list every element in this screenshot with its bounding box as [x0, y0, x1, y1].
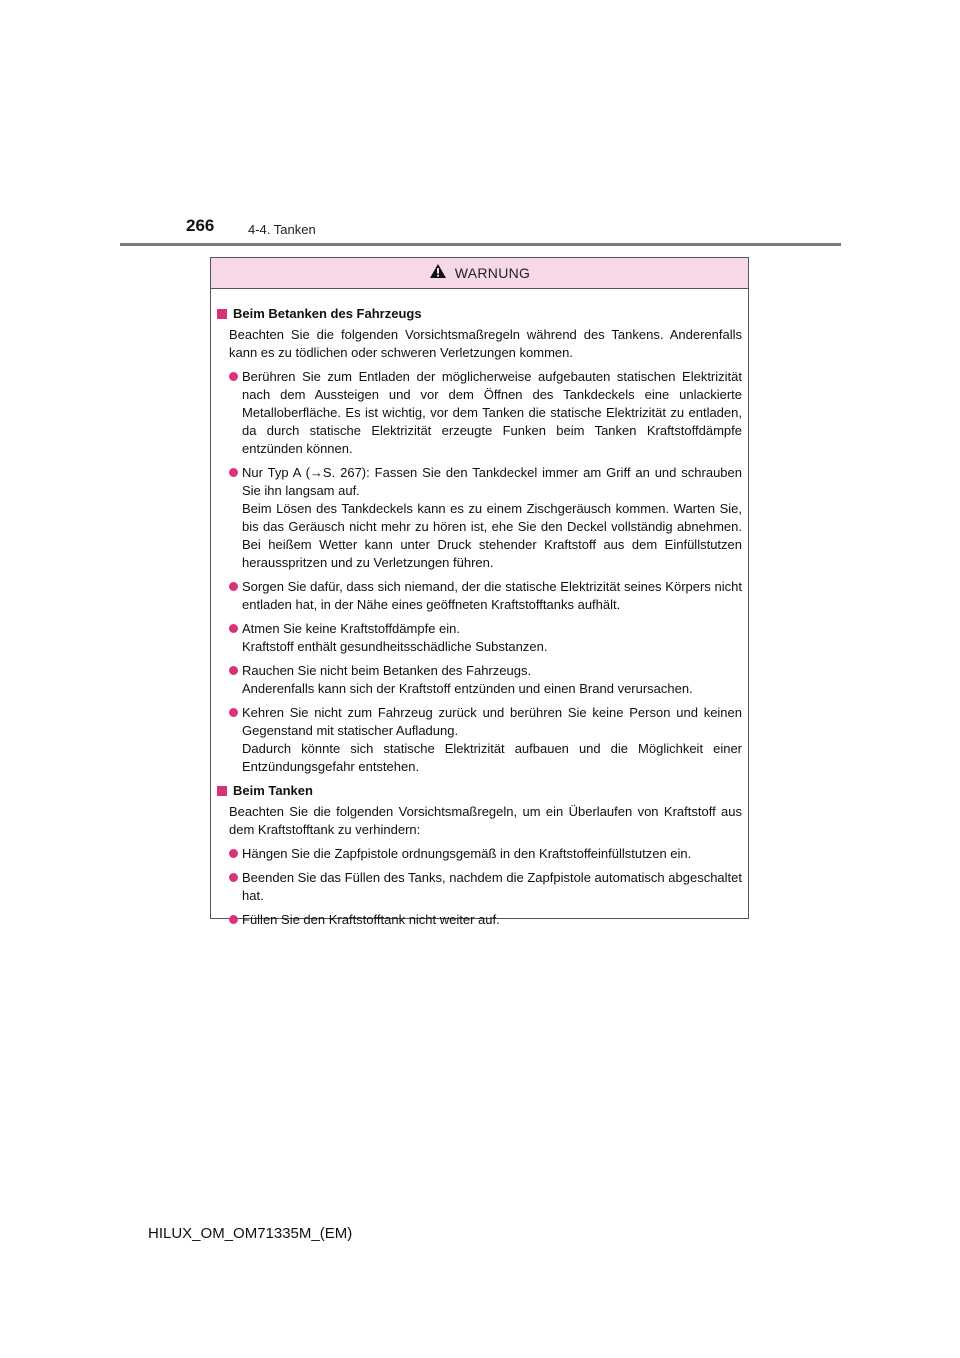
page-number: 266 [186, 216, 215, 235]
round-bullet-icon [229, 915, 238, 924]
round-bullet-icon [229, 582, 238, 591]
bullet-item [229, 869, 742, 905]
warning-triangle-icon [429, 263, 447, 284]
bullet-line: Dadurch könnte sich statische Elektrizität aufbauen und die Möglichkeit einer Entzündungsgefahr entstehen. [242, 741, 742, 774]
bullet-text [242, 869, 742, 905]
bullet-line: Beim Lösen des Tankdeckels kann es zu einem Zischgeräusch kommen. Warten Sie, bis das Geräusch nicht mehr zu hören ist, ehe Sie den Deckel vollständig abnehmen. Bei heißem Wetter kann unter Druck stehender Kraftstoff aus dem Einfüllstutzen herausspritzen und zu Verletzungen führen. [242, 501, 742, 570]
warning-section-title [217, 305, 742, 323]
footer-code: HILUX_OM_OM71335M_(EM) [148, 1225, 353, 1242]
bullet-line: Atmen Sie keine Kraftstoffdämpfe ein. [242, 621, 460, 636]
bullet-line: Anderenfalls kann sich der Kraftstoff entzünden und einen Brand verursachen. [242, 681, 693, 696]
bullet-list [217, 845, 742, 929]
bullet-text [242, 368, 742, 458]
warning-title: WARNUNG [454, 265, 531, 281]
section-intro: Beachten Sie die folgenden Vorsichtsmaßregeln, um ein Überlaufen von Kraftstoff aus dem Kraftstofftank zu verhindern: [229, 804, 742, 837]
warning-box [210, 257, 749, 927]
bullet-line: Nur Typ A (→S. 267): Fassen Sie den Tankdeckel immer am Griff an und schrauben Sie ihn langsam auf. [242, 465, 742, 498]
section-intro: Beachten Sie die folgenden Vorsichtsmaßregeln während des Tankens. Anderenfalls kann es zu tödlichen oder schweren Verletzungen kommen. [229, 327, 742, 360]
bullet-line: Rauchen Sie nicht beim Betanken des Fahrzeugs. [242, 663, 532, 678]
bullet-item [229, 662, 742, 698]
bullet-line: Hängen Sie die Zapfpistole ordnungsgemäß in den Kraftstoffeinfüllstutzen ein. [242, 846, 692, 861]
section-title-text: Beim Tanken [233, 783, 313, 798]
bullet-text [242, 704, 742, 776]
bullet-line: Füllen Sie den Kraftstofftank nicht weiter auf. [242, 912, 500, 927]
warning-header [211, 258, 748, 289]
bullet-text [242, 911, 742, 929]
round-bullet-icon [229, 468, 238, 477]
round-bullet-icon [229, 873, 238, 882]
bullet-list [217, 368, 742, 776]
bullet-item [229, 620, 742, 656]
round-bullet-icon [229, 372, 238, 381]
bullet-text [242, 662, 742, 698]
bullet-text [242, 620, 742, 656]
bullet-line: Sorgen Sie dafür, dass sich niemand, der die statische Elektrizität seines Körpers nicht entladen hat, in der Nähe eines geöffneten Kraftstofftanks aufhält. [242, 579, 742, 612]
bullet-item [229, 578, 742, 614]
round-bullet-icon [229, 624, 238, 633]
square-bullet-icon [217, 786, 227, 796]
bullet-line: Kraftstoff enthält gesundheitsschädliche Substanzen. [242, 639, 548, 654]
bullet-text [242, 464, 742, 572]
round-bullet-icon [229, 708, 238, 717]
bullet-line: Berühren Sie zum Entladen der möglicherweise aufgebauten statischen Elektrizität nach dem Aussteigen und vor dem Öffnen des Tankdeckels eine unlackierte Metalloberfläche. Es ist wichtig, vor dem Tanken die statische Elektrizität zu entladen, da durch statische Elektrizität erzeugte Funken beim Tanken Kraftstoffdämpfe entzünden können. [242, 369, 742, 456]
bullet-item [229, 911, 742, 929]
page-header [0, 0, 960, 250]
bullet-item [229, 368, 742, 458]
bullet-line: Beenden Sie das Füllen des Tanks, nachdem die Zapfpistole automatisch abgeschaltet hat. [242, 870, 742, 903]
header-rule [120, 243, 841, 246]
bullet-text [242, 845, 742, 863]
warning-body [211, 289, 748, 929]
section-title: 4-4. Tanken [248, 222, 316, 237]
square-bullet-icon [217, 309, 227, 319]
section-title-text: Beim Betanken des Fahrzeugs [233, 306, 422, 321]
bullet-item [229, 845, 742, 863]
round-bullet-icon [229, 849, 238, 858]
bullet-item [229, 704, 742, 776]
bullet-line: Kehren Sie nicht zum Fahrzeug zurück und berühren Sie keine Person und keinen Gegenstand mit statischer Aufladung. [242, 705, 742, 738]
bullet-item [229, 464, 742, 572]
bullet-text [242, 578, 742, 614]
round-bullet-icon [229, 666, 238, 675]
warning-section-title [217, 782, 742, 800]
